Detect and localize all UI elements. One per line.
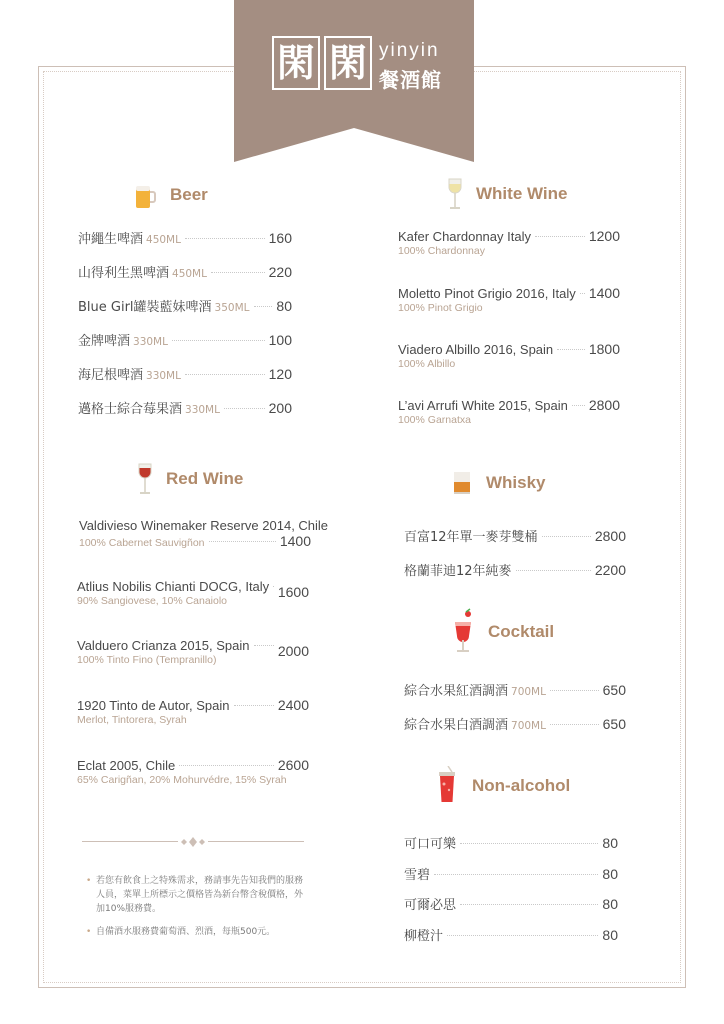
section-title-text: Cocktail [488, 622, 555, 641]
soda-cup-icon [436, 766, 458, 806]
section-whisky-title [452, 466, 546, 500]
menu-item: Viadero Albillo 2016, Spain 1800 100% Albillo [398, 341, 620, 370]
section-title-text: Red Wine [166, 469, 244, 488]
section-non-alcohol-title [436, 766, 570, 806]
menu-item: 邁格士綜合莓果酒 330ML 200 [78, 400, 292, 417]
section-white-wine-title [448, 177, 567, 211]
menu-item: Blue Girl罐裝藍妹啤酒 350ML 80 [78, 298, 292, 315]
cocktail-glass-icon [452, 608, 474, 656]
section-red-wine-title [138, 462, 243, 496]
note: • 自備酒水服務費葡萄酒、烈酒，每瓶500元。 [88, 925, 308, 939]
section-title-text: Non-alcohol [472, 776, 571, 795]
menu-item: L’avi Arrufi White 2015, Spain 2800 100% Garnatxa [398, 397, 620, 426]
menu-item: 柳橙汁 80 [404, 927, 618, 944]
ornament-divider [82, 839, 304, 845]
menu-item: 雪碧 80 [404, 866, 618, 883]
beer-mug-icon [134, 178, 156, 212]
menu-item: Atlius Nobilis Chianti DOCG, Italy 1600 90% Sangiovese, 10% Canaiolo [77, 579, 309, 607]
menu-item: 綜合水果紅酒調酒 700ML 650 [404, 682, 626, 699]
section-title-text: Whisky [486, 473, 546, 492]
menu-item: 可口可樂 80 [404, 835, 618, 852]
menu-item: 金牌啤酒 330ML 100 [78, 332, 292, 349]
menu-item: Eclat 2005, Chile 2600 65% Carigñan, 20% Mohurvédre, 15% Syrah [77, 757, 309, 786]
menu-item: Moletto Pinot Grigio 2016, Italy 1400 100% Pinot Grigio [398, 285, 620, 314]
menu-item: 百富12年單一麥芽雙桶 2800 [404, 528, 626, 545]
white-wine-glass-icon [448, 177, 462, 211]
menu-item: 1920 Tinto de Autor, Spain 2400 Merlot, Tintorera, Syrah [77, 697, 309, 726]
note: • 若您有飲食上之特殊需求，務請事先告知我們的服務人員，菜單上所標示之價格皆為新台幣含稅價格，外加10%服務費。 [88, 874, 308, 916]
menu-item: 海尼根啤酒 330ML 120 [78, 366, 292, 383]
logo-char: 閑 [272, 36, 320, 90]
menu-item: Kafer Chardonnay Italy 1200 100% Chardonnay [398, 228, 620, 257]
red-wine-glass-icon [138, 462, 152, 496]
logo-char: 閑 [324, 36, 372, 90]
logo [272, 36, 372, 90]
menu-item: Valduero Crianza 2015, Spain 2000 100% Tinto Fino (Tempranillo) [77, 638, 309, 666]
menu-item: 可爾必思 80 [404, 896, 618, 913]
section-title-text: Beer [170, 185, 208, 204]
section-beer-title [134, 178, 208, 212]
whisky-glass-icon [452, 466, 472, 500]
menu-item: 綜合水果白酒調酒 700ML 650 [404, 716, 626, 733]
menu-item: 沖繩生啤酒 450ML 160 [78, 230, 292, 247]
logo-subtitle: 餐酒館 [379, 68, 442, 92]
section-title-text: White Wine [476, 184, 568, 203]
menu-item: 山得利生黑啤酒 450ML 220 [78, 264, 292, 281]
logo-english: yinyin [379, 40, 440, 61]
notes-list [88, 874, 308, 948]
section-cocktail-title [452, 608, 554, 656]
menu-item: 格蘭菲迪12年純麥 2200 [404, 562, 626, 579]
menu-item: Valdivieso Winemaker Reserve 2014, Chile 100% Cabernet Sauvigñon 1400 [79, 518, 329, 549]
